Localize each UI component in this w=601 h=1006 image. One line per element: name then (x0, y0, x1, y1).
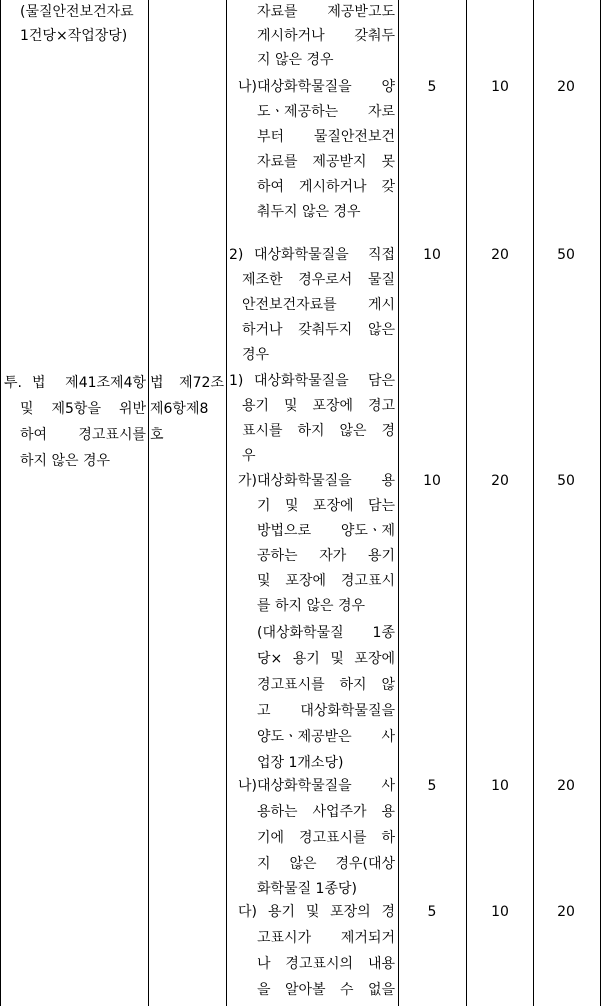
block-b-line-6: 춰두지 않은 경우 (257, 204, 361, 220)
block-b-line-5: 하여 게시하거나 갖 (257, 179, 395, 195)
block-b-line-4: 자료를 제공받지 못 (257, 154, 395, 170)
fine-first-row-c: 10 (423, 247, 441, 263)
block-b-line-3: 부터 물질안전보건 (257, 129, 395, 145)
fine-third-row-c: 50 (557, 247, 575, 263)
block-e-label: 가) (238, 473, 257, 489)
legal-basis-line-3: 호 (150, 427, 164, 443)
block-d-line-1: 대상화학물질을 담은 (254, 373, 395, 389)
block-d-line-2: 용기 및 포장에 경고 (242, 398, 395, 414)
block-e-line-7: (대상화학물질 1종 (257, 625, 395, 641)
block-c-line-4: 하거나 갖춰두지 않은 (242, 322, 395, 338)
block-g-line-3: 나 경고표시의 내용 (257, 956, 395, 972)
block-b-line-1: 대상화학물질을 양 (257, 79, 395, 95)
block-e-line-10: 고 대상화학물질을 (257, 703, 395, 719)
fine-third-row-e: 50 (557, 473, 575, 489)
fine-first-row-f: 5 (427, 778, 437, 794)
block-e-line-5: 및 포장에 경고표시 (257, 573, 395, 589)
col1-top-line-1: (물질안전보건자료 (20, 4, 134, 20)
block-f-line-3: 기에 경고표시를 하 (257, 830, 395, 846)
col1-top-line-2: 1건당×작업장당) (20, 28, 128, 44)
violation-description-line-3: 하여 경고표시를 (20, 427, 146, 443)
violation-description-line-4: 하지 않은 경우 (20, 453, 111, 469)
fine-second-row-g: 10 (491, 904, 509, 920)
block-g-line-2: 고표시가 제거되거 (257, 930, 395, 946)
block-b-line-2: 도ㆍ제공하는 자로 (257, 104, 395, 120)
block-e-line-4: 공하는 자가 용기 (257, 548, 395, 564)
fine-first-row-g: 5 (427, 904, 437, 920)
block-d-line-4: 우 (242, 448, 256, 464)
legal-basis-line-1: 법 제72조 (150, 375, 224, 391)
block-e-line-9: 경고표시를 하지 않 (257, 677, 395, 693)
fine-second-row-f: 10 (491, 778, 509, 794)
fine-third-row-f: 20 (557, 778, 575, 794)
block-a-line-3: 지 않은 경우 (257, 52, 334, 68)
column-divider-1 (148, 0, 149, 1006)
block-e-line-3: 방법으로 양도ㆍ제 (257, 523, 395, 539)
legal-basis-line-2: 제6항제8 (150, 401, 209, 417)
fine-second-row-e: 20 (491, 473, 509, 489)
block-g-line-4: 을 알아볼 수 없을 (257, 982, 395, 998)
block-f-line-2: 용하는 사업주가 용 (257, 804, 395, 820)
block-g-label: 다) (238, 904, 257, 920)
block-c-line-1: 대상화학물질을 직접 (254, 247, 395, 263)
block-d-line-3: 표시를 하지 않은 경 (242, 423, 395, 439)
fine-first-row-b: 5 (427, 79, 437, 95)
fine-third-row-g: 20 (557, 904, 575, 920)
block-a-line-2: 게시하거나 갖춰두 (257, 28, 395, 44)
violation-item-marker: 투. (4, 375, 22, 391)
column-divider-3 (398, 0, 399, 1006)
block-c-line-2: 제조한 경우로서 물질 (242, 272, 395, 288)
block-e-line-12: 업장 1개소당) (257, 755, 344, 771)
block-a-line-1: 자료를 제공받고도 (257, 4, 395, 20)
block-e-line-1: 대상화학물질을 용 (257, 473, 395, 489)
block-f-label: 나) (238, 778, 257, 794)
block-c-line-3: 안전보건자료를 게시 (242, 297, 395, 313)
block-f-line-5: 화학물질 1종당) (257, 881, 357, 897)
block-e-line-6: 를 하지 않은 경우 (257, 598, 366, 614)
block-c-line-5: 경우 (242, 347, 270, 363)
table-border-left (0, 0, 1, 1006)
column-divider-2 (226, 0, 227, 1006)
fine-first-row-e: 10 (423, 473, 441, 489)
column-divider-5 (533, 0, 534, 1006)
block-c-label: 2) (229, 247, 244, 263)
violation-description-line-1: 법 제41조제4항 (32, 375, 146, 391)
fine-third-row-b: 20 (557, 79, 575, 95)
block-e-line-8: 당× 용기 및 포장에 (257, 651, 395, 667)
block-g-line-1: 용기 및 포장의 경 (268, 904, 395, 920)
block-f-line-4: 지 않은 경우(대상 (257, 856, 395, 872)
fine-second-row-b: 10 (491, 79, 509, 95)
column-divider-4 (466, 0, 467, 1006)
block-e-line-11: 양도ㆍ제공받은 사 (257, 729, 395, 745)
block-d-label: 1) (229, 373, 244, 389)
fine-second-row-c: 20 (491, 247, 509, 263)
violation-description-line-2: 및 제5항을 위반 (20, 401, 146, 417)
block-b-label: 나) (238, 79, 257, 95)
block-e-line-2: 기 및 포장에 담는 (257, 498, 395, 514)
block-f-line-1: 대상화학물질을 사 (257, 778, 395, 794)
